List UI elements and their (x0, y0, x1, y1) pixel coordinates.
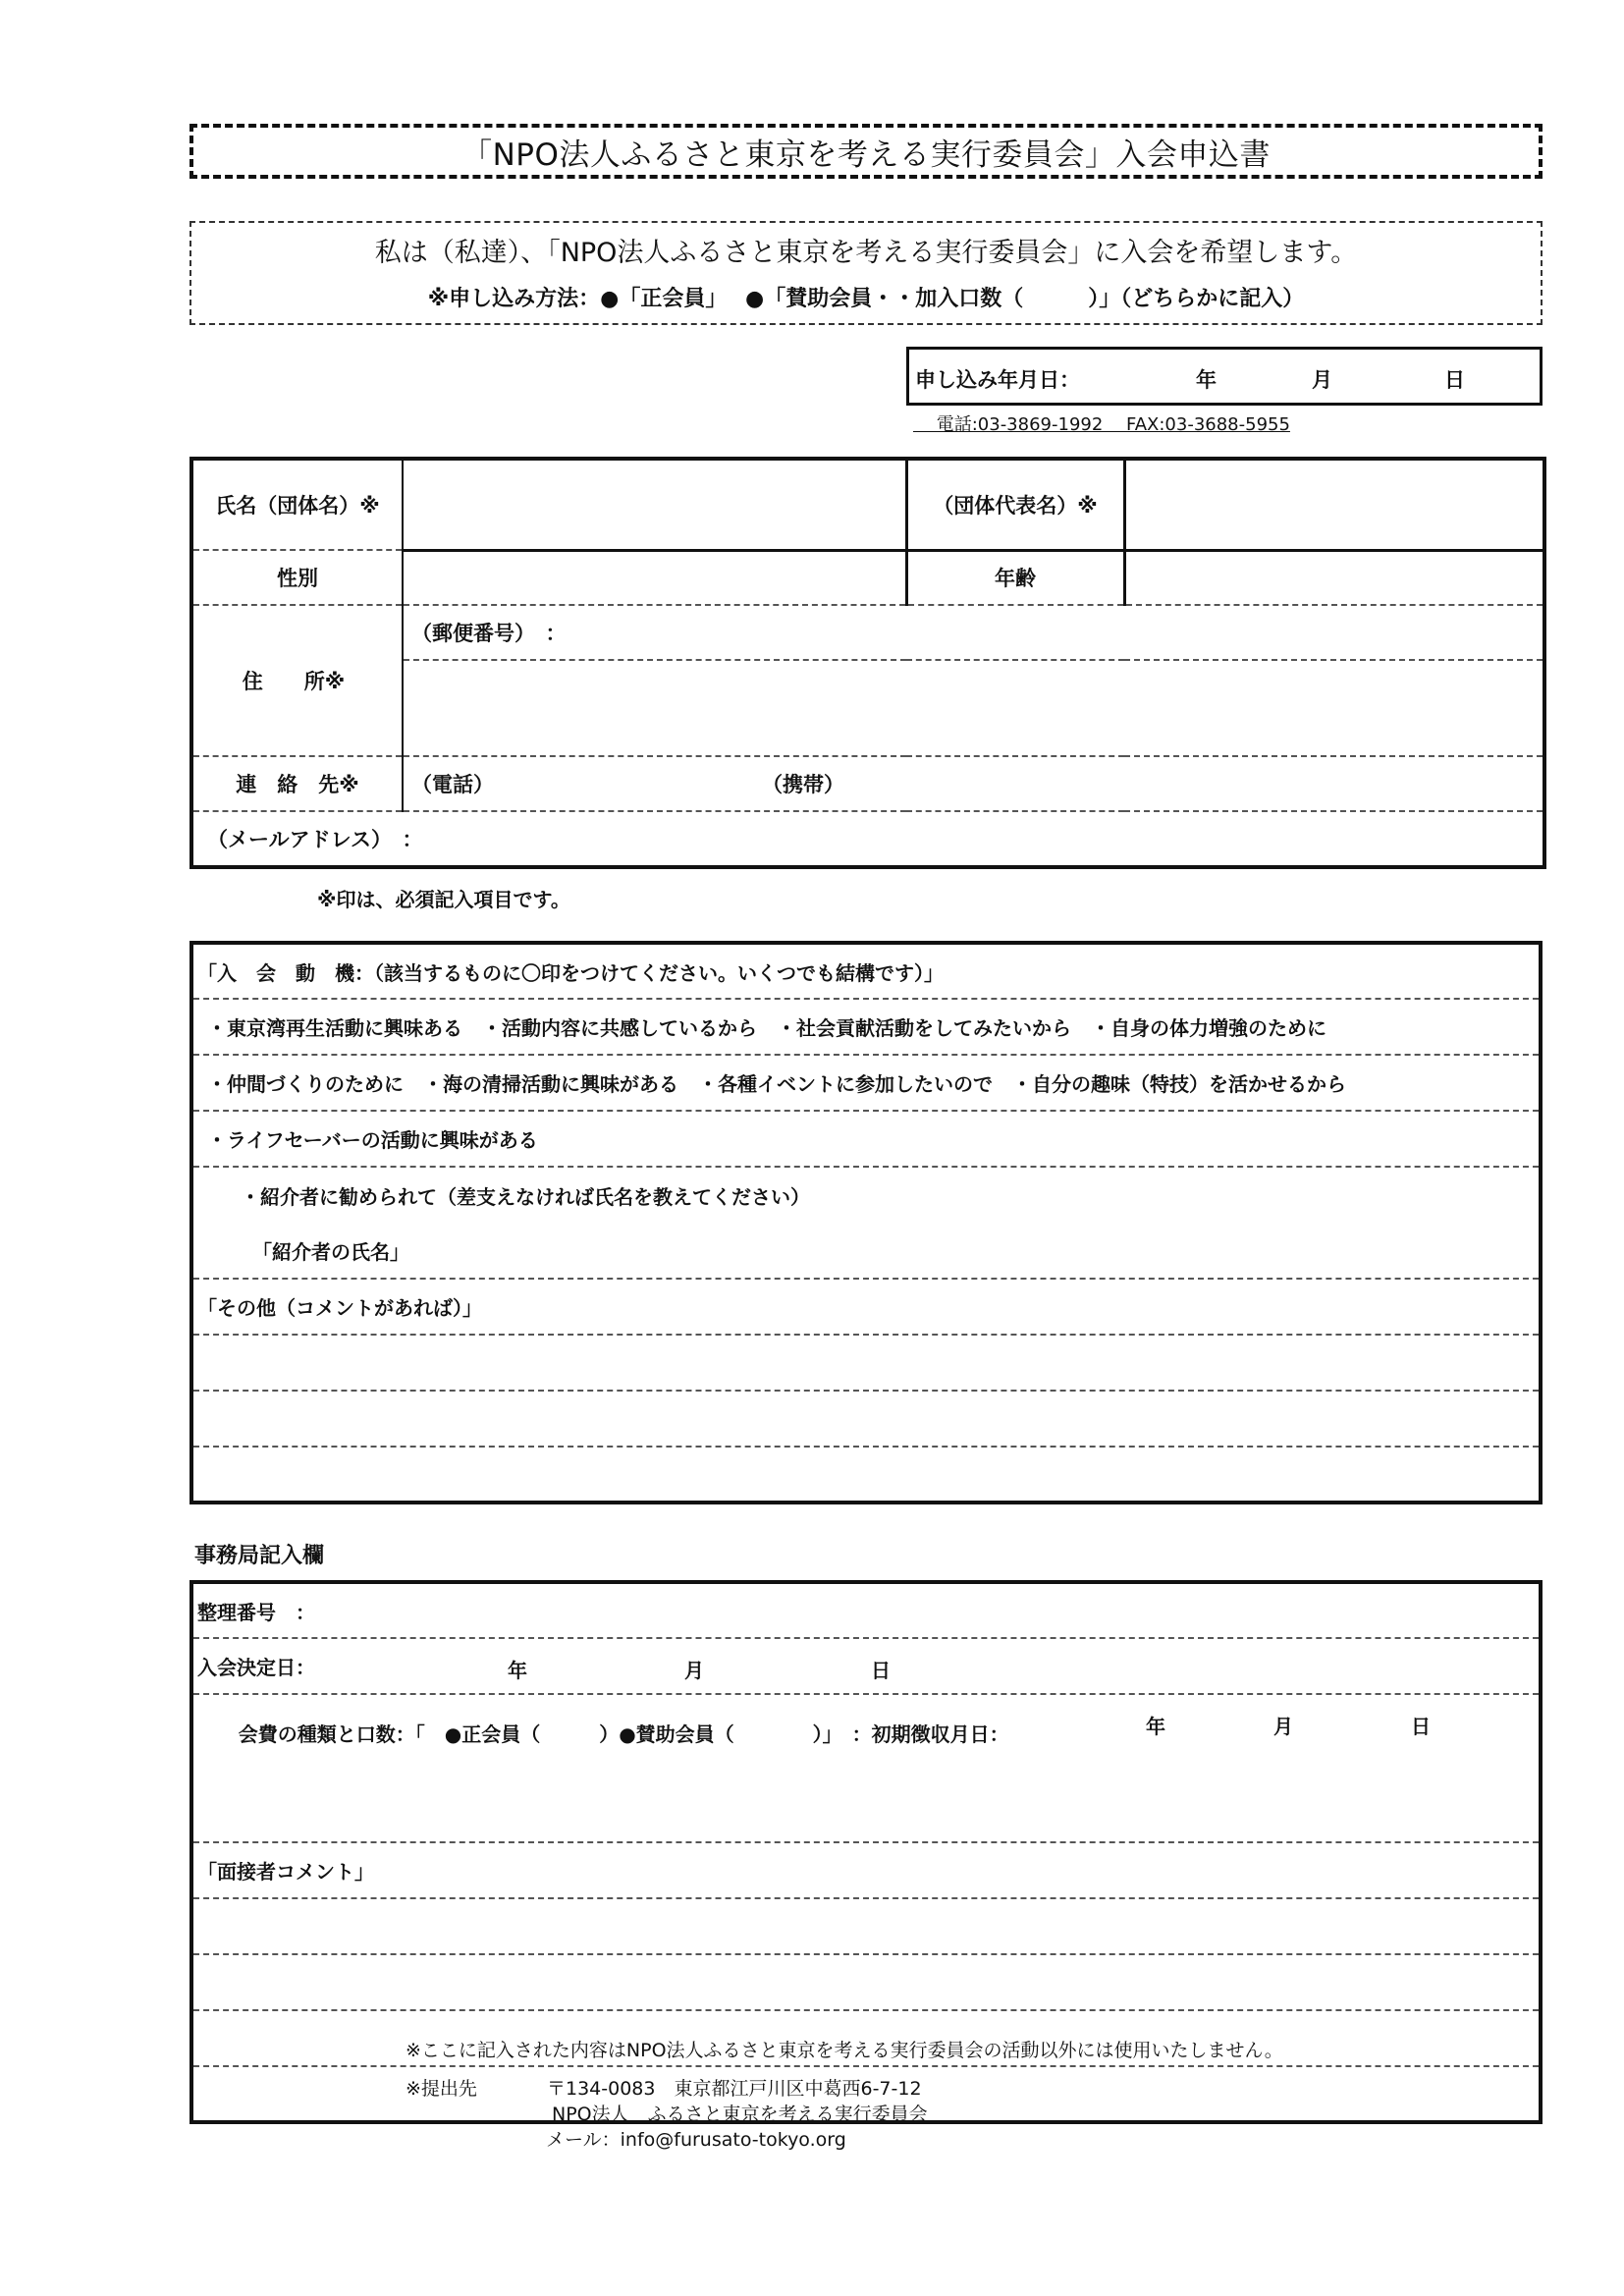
postal-code-label: （郵便番号） ： (411, 622, 567, 645)
required-note: ※印は、必須記入項目です。 (317, 888, 570, 911)
address-label: 住 所※ (191, 605, 403, 756)
decision-year-label: 年 (508, 1659, 527, 1682)
fee-type-label: 会費の種類と口数：「 ●正会員（ ）●賛助会員（ ）」 ：初期徴収月日： (238, 1722, 1009, 1746)
collection-month-label: 月 (1273, 1715, 1293, 1738)
other-comments-line-3[interactable] (191, 1447, 1541, 1503)
name-label: 氏名（団体名）※ (191, 459, 403, 550)
collection-day-label: 日 (1411, 1715, 1431, 1738)
privacy-note: ※ここに記入された内容はNPO法人ふるさと東京を考える実行委員会の活動以外には使用いたしません。 (406, 2040, 1283, 2061)
other-comments-line-1[interactable] (191, 1335, 1541, 1391)
application-day-label: 日 (1444, 368, 1465, 392)
intro-statement: 私は（私達）、「NPO法人ふるさと東京を考える実行委員会」に入会を希望します。 (374, 238, 1358, 268)
submit-organization: NPO法人 ふるさと東京を考える実行委員会 (552, 2104, 928, 2125)
application-month-label: 月 (1312, 368, 1332, 392)
name-field[interactable] (403, 459, 906, 550)
motive-row-2[interactable]: ・仲間づくりのために ・海の清掃活動に興味がある ・各種イベントに参加したいので ・自分の趣味（特技）を活かせるから (191, 1055, 1541, 1111)
other-comments-line-2[interactable] (191, 1391, 1541, 1447)
address-field[interactable] (403, 660, 1544, 756)
interviewer-comment-line-1[interactable] (191, 1898, 1541, 1954)
decision-month-label: 月 (684, 1659, 704, 1682)
intro-box (189, 221, 1543, 325)
phone-label: （電話） (411, 773, 494, 796)
interviewer-comment-line-2[interactable] (191, 1954, 1541, 2010)
introducer-name-field[interactable] (191, 1223, 1541, 1279)
reference-number-field[interactable] (191, 1582, 1541, 1638)
gender-label: 性別 (191, 550, 403, 605)
email-field[interactable] (191, 811, 1544, 867)
introducer-name-label: 「紹介者の氏名」 (252, 1239, 409, 1264)
gender-field[interactable] (403, 550, 906, 605)
reference-number-label: 整理番号 ： (197, 1600, 315, 1624)
postal-code-field[interactable] (403, 605, 1544, 660)
application-method: ※申し込み方法：●「正会員」 ●「賛助会員・・加入口数（ ）」（どちらかに記入） (427, 287, 1305, 311)
motives-header: 「入 会 動 機：（該当するものに〇印をつけてください。いくつでも結構です）」 (197, 960, 944, 985)
applicant-table (189, 457, 1546, 869)
age-field[interactable] (1124, 550, 1544, 605)
motive-row-4[interactable]: ・紹介者に勧められて（差支えなければ氏名を教えてください） (191, 1167, 1541, 1223)
motive-row-1[interactable]: ・東京湾再生活動に興味ある ・活動内容に共感しているから ・社会貢献活動をしてみたいから ・自身の体力増強のために (191, 999, 1541, 1055)
email-label: （メールアドレス） ： (207, 828, 423, 851)
representative-field[interactable] (1124, 459, 1544, 550)
interviewer-comment-label: 「面接者コメント」 (191, 1842, 1541, 1898)
motive-row-3[interactable]: ・ライフセーバーの活動に興味がある (191, 1111, 1541, 1167)
office-phone-fax: 電話:03-3869-1992 FAX:03-3688-5955 (913, 414, 1290, 435)
application-date-box (906, 347, 1543, 406)
submit-to-label: ※提出先 (406, 2078, 477, 2100)
decision-date-field[interactable] (191, 1638, 1541, 1694)
other-comments-label: 「その他（コメントがあれば）」 (191, 1279, 1541, 1335)
mobile-label: （携帯） (762, 773, 844, 796)
application-year-label: 年 (1196, 368, 1217, 392)
form-title: 「NPO法人ふるさと東京を考える実行委員会」入会申込書 (189, 124, 1543, 179)
age-label: 年齢 (906, 550, 1124, 605)
submit-email: メール：info@furusato-tokyo.org (546, 2129, 846, 2151)
representative-label: （団体代表名）※ (906, 459, 1124, 550)
mobile-field[interactable] (762, 756, 1544, 811)
fee-type-field[interactable] (191, 1694, 1541, 1842)
office-section-label: 事務局記入欄 (194, 1544, 325, 1568)
motives-table (189, 941, 1543, 1504)
collection-year-label: 年 (1146, 1715, 1165, 1738)
decision-day-label: 日 (871, 1659, 891, 1682)
submit-address: 〒134-0083 東京都江戸川区中葛西6-7-12 (547, 2078, 922, 2100)
decision-date-label: 入会決定日： (197, 1656, 315, 1679)
application-date-label: 申し込み年月日： (915, 368, 1080, 392)
contact-label: 連 絡 先※ (191, 756, 403, 811)
